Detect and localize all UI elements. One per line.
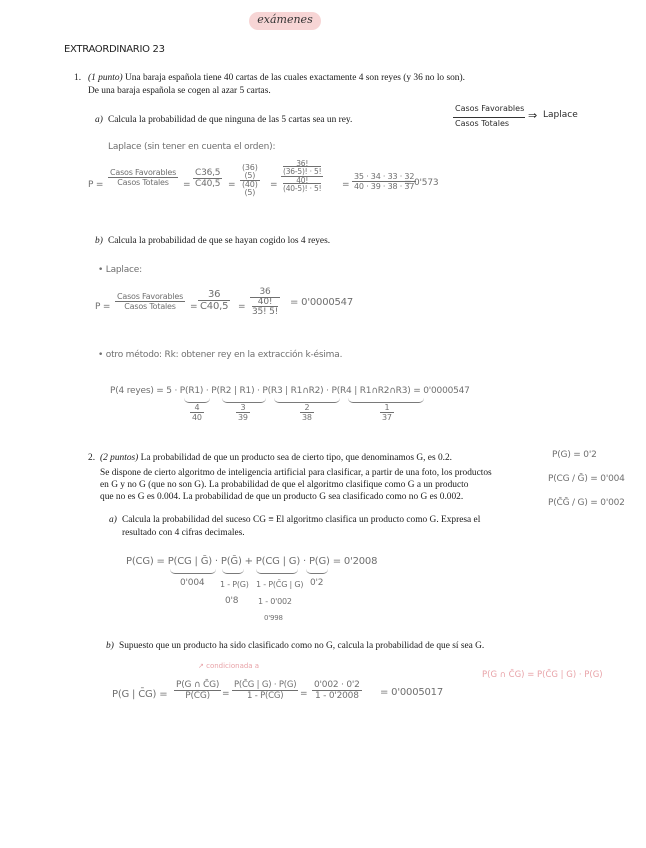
problem1-line1 [88,73,465,85]
p1b-under2: $\frac{3}{39}$ [238,403,248,422]
p1b-label: b) [95,236,103,246]
p1b-method2: • otro método: Rk: obtener rey en la extracción k-ésima. [98,350,343,360]
p1b-hand-title: • Laplace: [98,265,142,275]
problem2-points: (2 puntos) [100,453,139,463]
p1a-eq1: = [183,180,191,190]
problem2-side1: P(G) = 0'2 [552,450,597,460]
p2a-text2: resultado con 4 cifras decimales. [122,528,245,538]
p1b-result: = 0'0000547 [290,297,354,308]
p2b-eq2: = [300,689,308,699]
p2a-u3b: 1 - 0'002 [258,597,292,606]
p1a-eq3: = [270,180,278,190]
p2b-frac3: $\frac{0'002 \cdot 0'2}{1 - 0'2008}$ [314,680,360,701]
problem2-line1: (2 puntos) La probabilidad de que un producto sea de cierto tipo, que denominamos G, es 0.2. [100,453,453,463]
p1b-under4: $\frac{1}{37}$ [382,403,392,422]
p1b-frac3: 36 40! 35! 5! [252,287,279,317]
p1b-eq2: = [238,302,246,312]
p1a-result: = 0'573 [404,178,439,188]
p2b-side-pink: P(G ∩ C̄G) = P(C̄G | G) · P(G) [482,670,603,680]
p2a-u3a: 1 - P(C̄G | G) [256,580,304,589]
p1b-under1: $\frac{4}{40}$ [192,403,202,422]
p2a-u2b: 0'8 [225,596,239,606]
p2b-eq1: = [222,689,230,699]
p2a-u2a: 1 - P(G) [220,580,249,589]
p1a-binomials: (36) (5) (40) (5) [242,163,258,197]
p2a-text1: Calcula la probabilidad del suceso CG ≡ El algoritmo clasifica un producto como G. Expresa el [122,515,481,525]
p1b-frac2: $\frac{36}{C40,5}$ [200,289,229,312]
p2a-label: a) [109,515,117,525]
p2b-frac2: $\frac{P(C̄G | G) \cdot P(G)}{1 - P(CG)}$ [234,680,297,701]
p2b-text: Supuesto que un producto ha sido clasificado como no G, calcula la probabilidad de que sí sea G. [119,641,485,651]
p2b-annotation: ↗ condicionada a [198,662,260,670]
problem2-side2: P(CG / Ḡ) = 0'004 [548,474,625,484]
p2a-u1: 0'004 [180,578,205,588]
p1a-label: a) [95,115,103,125]
p2a-brace2 [222,569,244,574]
problem1-number: 1. [74,73,82,83]
exam-heading: EXTRAORDINARIO 23 [64,44,165,55]
p2b-result: = 0'0005017 [380,687,444,698]
p2a-brace3 [256,569,298,574]
p2b-lhs: P(G | C̄G) = [112,689,168,700]
p1a-hand-title: Laplace (sin tener en cuenta el orden): [108,142,276,152]
p1a-p-label: P = [88,180,104,190]
p1b-text: Calcula la probabilidad de que se hayan cogido los 4 reyes. [108,236,331,246]
side-note-fraction-line [453,117,525,118]
p1a-eq2: = [228,180,236,190]
p1a-frac2: $\frac{C36,5}{C40,5}$ [195,168,221,189]
side-note-arrow: ⇒ [528,109,538,122]
p1a-frac-factorials: 36! (36-5)! · 5! 40! (40-5)! · 5! [283,159,322,193]
p1a-frac1: $\frac{\text{Casos Favorables}}{\text{Casos Totales}}$ [110,168,177,187]
problem2-number: 2. [88,453,96,463]
problem2-side3: P(C̄Ḡ / G) = 0'002 [548,498,625,508]
problem1-points: (1 punto) [88,73,123,83]
header-title: exámenes [257,13,313,26]
header-badge [249,12,321,30]
p1b-frac1: $\frac{\text{Casos Favorables}}{\text{Casos Totales}}$ [117,292,184,311]
p2a-formula: P(CG) = P(CG | Ḡ) · P(Ḡ) + P(CG | G) · P(G) = 0'2008 [126,556,378,567]
problem2-line3: en G y no G (que no son G). La probabilidad de que el algoritmo clasifique como G a un producto [100,480,469,490]
p2a-u4: 0'2 [310,578,324,588]
problem1-statement-b: De una baraja española se cogen al azar 5 cartas. [88,86,271,96]
problem1-statement-a: Una baraja española tiene 40 cartas de las cuales exactamente 4 son reyes (y 36 no lo son). [124,73,465,83]
p2b-frac1: $\frac{P(G \cap C̄G)}{P(C̄G)}$ [176,680,220,701]
problem2-line2: Se dispone de cierto algoritmo de inteligencia artificial para clasificar, a partir de una foto, los productos [100,468,492,478]
p1b-under3: $\frac{2}{38}$ [302,403,312,422]
p1b-eq1: = [190,302,198,312]
problem2-line4: que no es G es 0.004. La probabilidad de que un producto G sea clasificado como no G es 0.002. [100,492,464,502]
side-note-casos-totales: Casos Totales [455,119,510,128]
p1a-text: Calcula la probabilidad de que ninguna de las 5 cartas sea un rey. [108,115,353,125]
p1a-eq4: = [342,180,350,190]
p2a-u3c: 0'998 [264,614,283,622]
p1b-p-label: P = [95,302,111,312]
side-note-laplace: Laplace [543,110,578,120]
p2a-brace1 [170,569,216,574]
p1a-frac5: $\frac{35 \cdot 34 \cdot 33 \cdot 32}{40 \cdot 39 \cdot 38 \cdot 37}$ [354,172,415,191]
side-note-casos-favorables: Casos Favorables [455,104,525,113]
p2a-brace4 [306,569,328,574]
p1b-chain: P(4 reyes) = 5 · P(R1) · P(R2 | R1) · P(R3 | R1∩R2) · P(R4 | R1∩R2∩R3) = 0'0000547 [110,386,470,396]
p2b-label: b) [106,641,114,651]
